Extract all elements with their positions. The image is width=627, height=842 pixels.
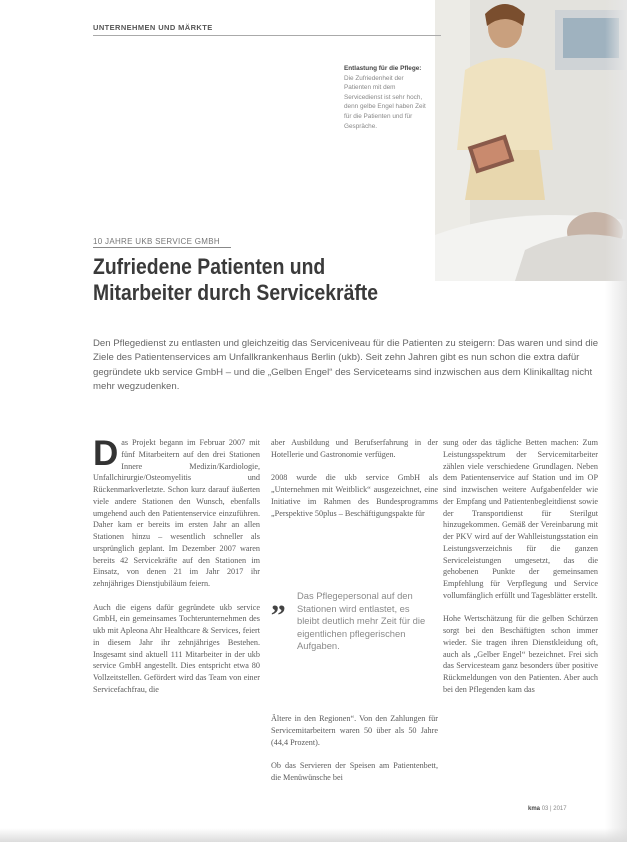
- paragraph: sung oder das tägliche Betten machen: Zum Leistungsspektrum der Servicemitarbeiter zählen viele verschiedene Grundlagen. Neben dem Patientenservice auf Station und im OP sind inzwischen weitere Aufgabenfelder wie der Empfang und Patientenbegleitdienst sowie der Transportdienst für Sterilgut hinzugekommen. Gemäß der Vereinbarung mit der PKV wird auf der Wahlleistungsstation ein Leistungsverzeichnis für die ganzen Serviceleistungen umgesetzt, das die gehobenen Punkte der gemeinsamen Empfehlung für Verpflegung und Service vollumfänglich erfüllt und Tagesblätter erstellt.: [443, 438, 598, 600]
- headline-line-2: Mitarbeiter durch Servicekräfte: [93, 280, 378, 305]
- page-bottom-shadow: [0, 828, 627, 842]
- issue-number: 03 | 2017: [541, 806, 567, 812]
- article-photo: [435, 0, 627, 281]
- paragraph-text: as Projekt begann im Februar 2007 mit fünf Mitarbeitern auf den drei Stationen Innere Medizin/Kardiologie, Unfallchirurgie/Osteomyelitis und Rückenmarkverletzte. Schon kurz darauf äußerten viele andere Stationen den Wunsch, ebenfalls umgehend auch den Patientenservice einzuführen. Daher kam er bereits im ersten Jahr an allen Stationen hinzu – wesentlich schneller als ursprünglich geplant. Im Dezember 2007 waren bereits 42 Servicekräfte auf den Stationen im Einsatz, von denen 21 im Jahr 2017 ihr zehnjähriges Dienstjubiläum feiern.: [93, 438, 260, 588]
- article-lead: Den Pflegedienst zu entlasten und gleichzeitig das Serviceniveau für die Patienten zu steigern: Das waren und sind die Ziele des Patientenservices am Unfallkrankenhaus Berlin (ukb). Seit zehn Jahren gibt es nun schon die extra dafür gegründete ukb service GmbH – und die „Gelben Engel“ des Serviceteams sind inzwischen aus dem Klinikalltag nicht mehr wegzudenken.: [93, 338, 599, 392]
- page-footer: [528, 806, 567, 812]
- paragraph: Auch die eigens dafür gegründete ukb service GmbH, ein gemeinsames Tochterunternehmen des ukb mit Apleona Ahr Healthcare & Services, feiert in diesem Jahr ihr zehnjähriges Bestehen. Insgesamt sind aktuell 111 Mitarbeiter in der ukb service GmbH angestellt. Dies entspricht etwa 80 Vollzeitstellen. Gefördert wird das Team von einer Servicefachfrau, die: [93, 602, 260, 694]
- body-column-3: [443, 437, 598, 707]
- drop-cap: D: [93, 434, 119, 473]
- body-column-2: [271, 437, 438, 531]
- article-kicker: 10 JAHRE UKB SERVICE GMBH: [93, 237, 220, 246]
- paragraph: Ältere in den Regionen“. Von den Zahlungen für Servicemitarbeitern waren 50 über als 50 Jahre (44,4 Prozent).: [271, 714, 438, 747]
- pull-quote: [271, 584, 431, 653]
- body-column-2-continued: [271, 713, 438, 795]
- body-column-1: [93, 434, 260, 707]
- paragraph: [93, 434, 260, 590]
- page-edge-shadow: [605, 0, 627, 842]
- caption-text: Die Zufriedenheit der Patienten mit dem Servicedienst ist sehr hoch, denn gelbe Engel haben Zeit für die Patienten und für Gespräche.: [344, 74, 426, 130]
- kicker-underline: [93, 247, 231, 248]
- section-label: UNTERNEHMEN UND MÄRKTE: [93, 23, 213, 32]
- caption-title: Entlastung für die Pflege:: [344, 65, 422, 72]
- pull-quote-text: Das Pflegepersonal auf den Stationen wird entlastet, es bleibt deutlich mehr Zeit für die eigentlichen pflegerischen Aufgaben.: [297, 590, 426, 651]
- paragraph: Hohe Wertschätzung für die gelben Schürzen sorgt bei den Beschäftigten schon immer wieder. Sie tragen ihren Dienstkleidung oft, auch als „Gelber Engel“ bezeichnet. Frei sich das Servicesteam ganz besonders über positive Rückmeldungen von den Patienten. Aber auch bei den Pflegenden kam das: [443, 614, 598, 694]
- paragraph: aber Ausbildung und Berufserfahrung in der Hotellerie und Gastronomie verfügen.: [271, 438, 438, 459]
- paragraph: 2008 wurde die ukb service GmbH als „Unternehmen mit Weitblick“ ausgezeichnet, eine Initiative im Rahmen des Bundesprogramms „Perspektive 50plus – Beschäftigungspakte für: [271, 473, 438, 518]
- magazine-name: kma: [528, 806, 541, 812]
- photo-caption: [344, 64, 430, 131]
- paragraph: Ob das Servieren der Speisen am Patientenbett, die Menüwünsche bei: [271, 761, 438, 782]
- header-divider: [93, 35, 441, 36]
- headline-line-1: Zufriedene Patienten und: [93, 254, 326, 279]
- nurse-photo-illustration: [435, 0, 627, 281]
- quote-mark-icon: „: [271, 584, 286, 617]
- article-headline: [93, 254, 489, 306]
